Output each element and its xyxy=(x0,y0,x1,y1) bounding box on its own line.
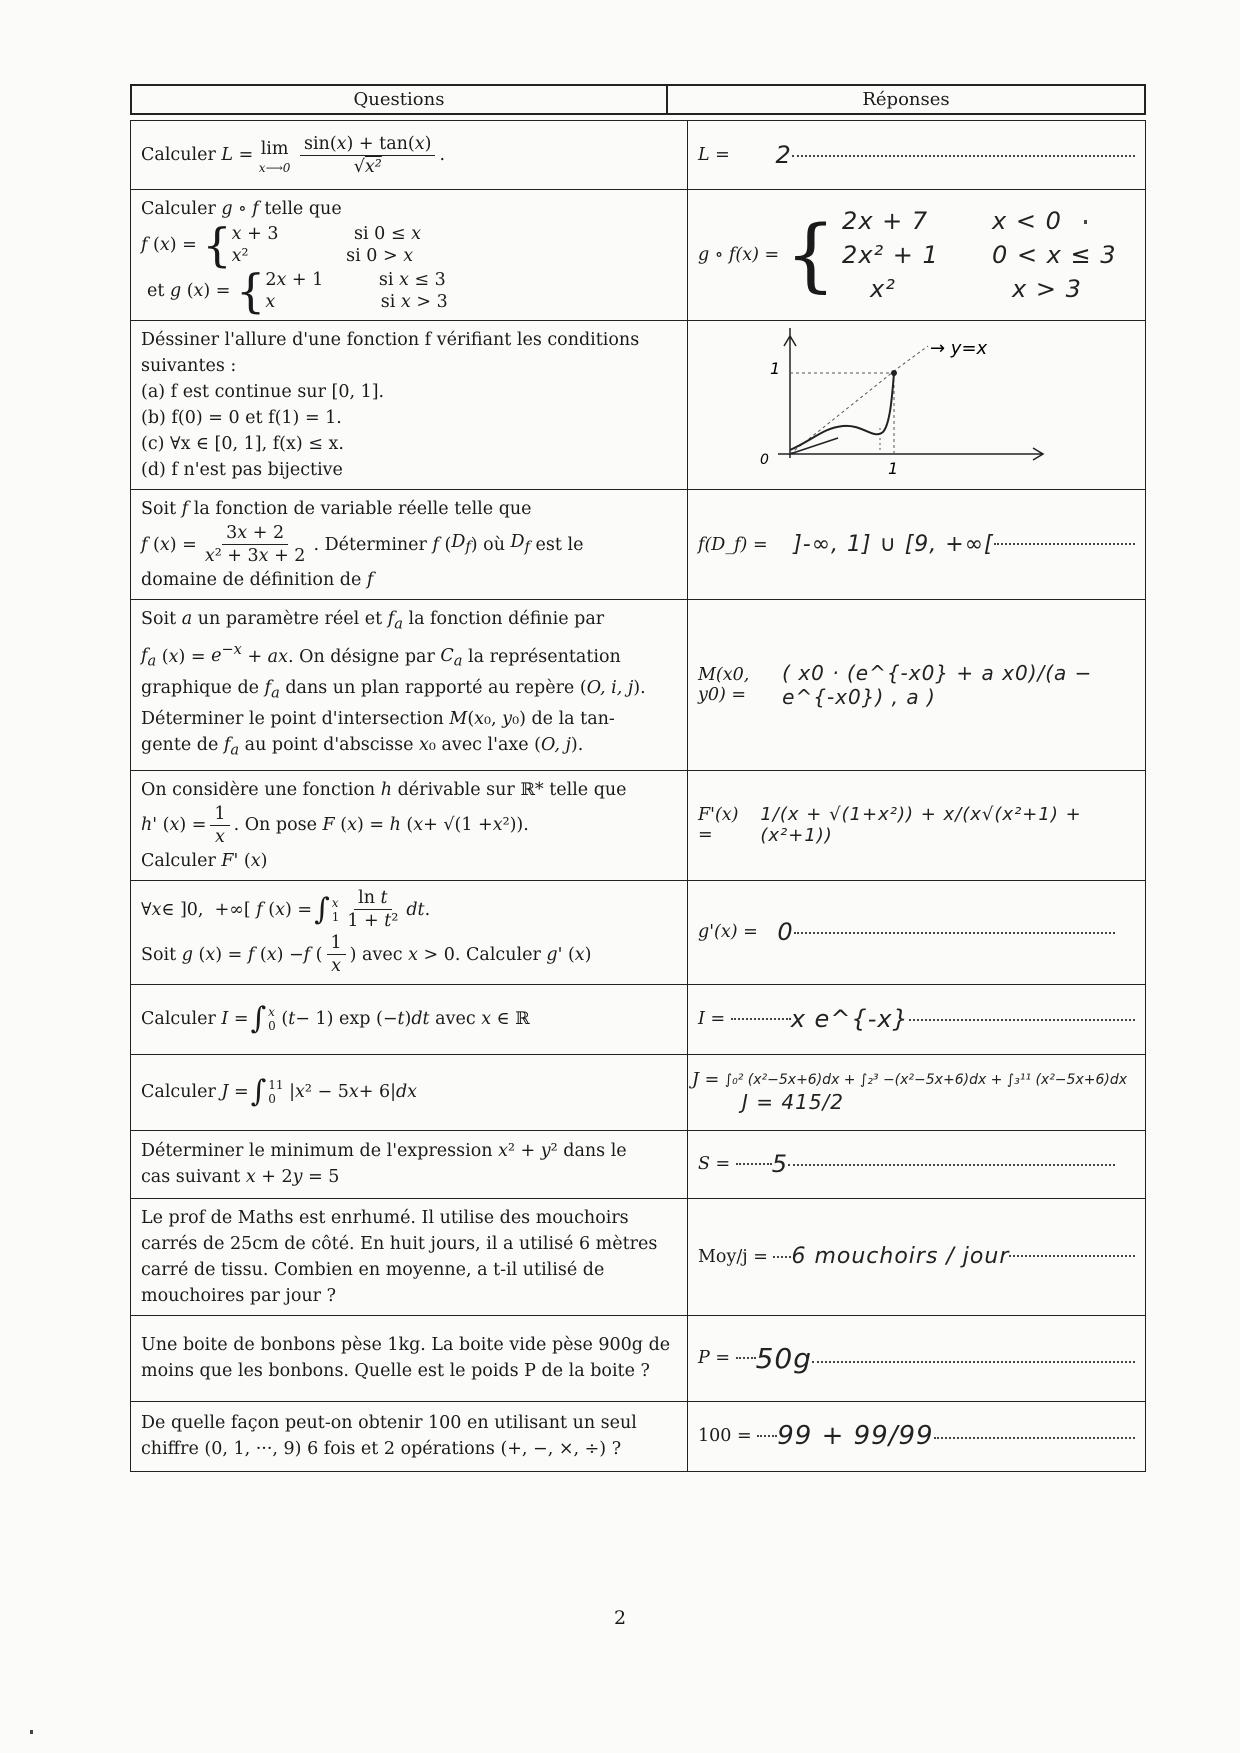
answer-label: L = xyxy=(698,145,730,165)
table-row xyxy=(131,1054,1146,1130)
question-cell: Soit a un paramètre réel et $f_a$ la fonction définie par $f_a$ $(x) = e^{-x}$ + ax. On désigne par $C_a$ la représentation graphique de $f_a$ dans un plan rapporté au repère (O, i, j). Déterminer le point d'intersection M(x₀, y₀) de la tan- gente de $f_a$ au point d'abscisse x₀ avec l'axe (O, j). xyxy=(131,600,688,771)
answer-label: 100 = xyxy=(698,1426,752,1447)
answer-cell xyxy=(688,490,1146,600)
answer-cell xyxy=(688,984,1146,1054)
answer-6: 1/(x + √(1+x²)) + x/(x√(x²+1) + (x²+1)) xyxy=(760,804,1082,847)
question-3: Déssiner l'allure d'une fonction f vérifiant les conditions suivantes : xyxy=(141,330,640,376)
list-item: (a) f est continue sur [0, 1]. xyxy=(141,382,385,402)
question-cell: Une boite de bonbons pèse 1kg. La boite vide pèse 900g de moins que les bonbons. Quelle est le poids P de la boite ? xyxy=(131,1315,688,1401)
table-row xyxy=(131,1315,1146,1401)
answer-11: 6 mouchoirs / jour xyxy=(791,1244,1010,1270)
answer-cell xyxy=(688,1130,1146,1198)
answer-cell xyxy=(688,1401,1146,1471)
answer-cell xyxy=(688,880,1146,984)
line-label: → y=x xyxy=(930,337,988,359)
answer-label: S = xyxy=(698,1154,731,1175)
function-sketch xyxy=(698,328,1158,478)
table-row xyxy=(131,190,1146,321)
table-row xyxy=(131,1198,1146,1315)
answer-cell xyxy=(688,770,1146,880)
question-cell: Calculer g ∘ f telle que f ( x ) = { x + 3 si 0 ≤ x x² si 0 > x et g ( x ) = { 2x + 1 si x ≤ 3 x si x > 3 xyxy=(131,190,688,321)
question-cell: ∀ x ∈ ]0, +∞[ f ( x ) = ∫ x 1 $\frac{\text{ln t}}{\text{1 + t²}}$ dt . Soit g ( x ) = f ( x ) − f ( $\frac{1}{x}$ ) avec x > 0. Calculer g' ( x ) xyxy=(131,880,688,984)
answer-13: 99 + 99/99 xyxy=(777,1421,934,1452)
answer-cell xyxy=(688,1054,1146,1130)
answer-label: Moy/j = xyxy=(698,1246,768,1267)
answer-label: I = xyxy=(698,1009,726,1030)
y-tick-label: 1 xyxy=(770,358,781,378)
question-cell: Calculer L = lim x⟶0 $\frac{\sin(x) + \tan(x)}{\text{√x²}}$ . xyxy=(131,121,688,190)
scan-speck xyxy=(30,1730,33,1734)
questions-header: Questions xyxy=(132,86,668,113)
answer-label: F'(x) = xyxy=(698,805,739,846)
answer-label: J = xyxy=(692,1070,720,1091)
answer-cell xyxy=(688,1198,1146,1315)
answer-label: f(D_f) = xyxy=(698,534,768,555)
question-cell: Soit f la fonction de variable réelle telle que f ( x ) = $\frac{3x + 2}{\text{x² + 3x + 2}}$ . Déterminer f ( $D_f$ ) où $D_f$ est le domaine de définition de f xyxy=(131,490,688,600)
answer-label: g'(x) = xyxy=(698,922,758,943)
answer-cell xyxy=(688,1315,1146,1401)
answer-label: M(x0, y0) = xyxy=(698,664,750,705)
answer-10: 5 xyxy=(771,1150,789,1179)
origin-label: 0 xyxy=(760,451,769,468)
table-row xyxy=(131,321,1146,490)
answers-header: Réponses xyxy=(862,89,950,110)
question-cell xyxy=(131,321,688,490)
list-item: (d) f n'est pas bijective xyxy=(141,460,343,480)
question-cell: Calculer I = ∫ x 0 ( t − 1) exp (− t ) dt avec x ∈ ℝ xyxy=(131,984,688,1054)
question-cell: Le prof de Maths est enrhumé. Il utilise des mouchoirs carrés de 25cm de côté. En huit jours, il a utilisé 6 mètres carré de tissu. Combien en moyenne, a t-il utilisé de mouchoires par jour ? xyxy=(131,1198,688,1315)
page-number: 2 xyxy=(613,1607,627,1629)
table-header xyxy=(130,84,1146,115)
question-cell: On considère une fonction h dérivable sur ℝ* telle que h' ( x ) = $\frac{1}{x}$ . On pose F ( x ) = h ( x + √(1 + x ²)). Calculer F' (x) xyxy=(131,770,688,880)
answer-9-result: J = 415/2 xyxy=(742,1090,845,1115)
table-row xyxy=(131,770,1146,880)
table-row xyxy=(131,490,1146,600)
question-cell: Déterminer le minimum de l'expression x² + y² dans le cas suivant x + 2y = 5 xyxy=(131,1130,688,1198)
table-row xyxy=(131,1401,1146,1471)
qa-table xyxy=(130,120,1146,1472)
table-row xyxy=(131,880,1146,984)
table-row xyxy=(131,600,1146,771)
answer-label: g ∘ f(x) = xyxy=(698,245,780,265)
answer-5: ( x0 · (e^{-x0} + a x0)/(a − e^{-x0}) , a ) xyxy=(782,660,1093,709)
answer-12: 50g xyxy=(755,1341,812,1375)
table-row xyxy=(131,984,1146,1054)
table-row xyxy=(131,121,1146,190)
table-row xyxy=(131,1130,1146,1198)
answer-label: P = xyxy=(698,1348,731,1369)
question-cell: Calculer J = ∫ 11 0 | x ² − 5 x + 6| dx xyxy=(131,1054,688,1130)
x-tick-label: 1 xyxy=(888,458,899,478)
answer-2: 2x + 7 x < 0 2x² + 1 0 < x ≤ 3 x² x > 3 xyxy=(842,207,1117,303)
brace-icon: { xyxy=(785,208,837,301)
answer-cell xyxy=(688,321,1146,490)
answer-9: ∫₀² (x²−5x+6)dx + ∫₂³ −(x²−5x+6)dx + ∫₃¹¹ (x²−5x+6)dx xyxy=(724,1072,1127,1089)
answer-4: ]-∞, 1] ∪ [9, +∞[ xyxy=(793,532,994,557)
answer-cell xyxy=(688,121,1146,190)
answer-cell xyxy=(688,600,1146,771)
answer-7: 0 xyxy=(777,918,794,947)
list-item: (c) ∀x ∈ [0, 1], f(x) ≤ x. xyxy=(141,434,344,454)
list-item: (b) f(0) = 0 et f(1) = 1. xyxy=(141,408,342,428)
answer-8: x e^{-x} xyxy=(790,1005,909,1034)
worksheet xyxy=(130,84,1146,1472)
question-cell: De quelle façon peut-on obtenir 100 en utilisant un seul chiffre (0, 1, ···, 9) 6 fois et 2 opérations (+, −, ×, ÷) ? xyxy=(131,1401,688,1471)
scan-speck xyxy=(1084,220,1087,224)
answer-1: 2 xyxy=(775,141,792,169)
answer-cell xyxy=(688,190,1146,321)
